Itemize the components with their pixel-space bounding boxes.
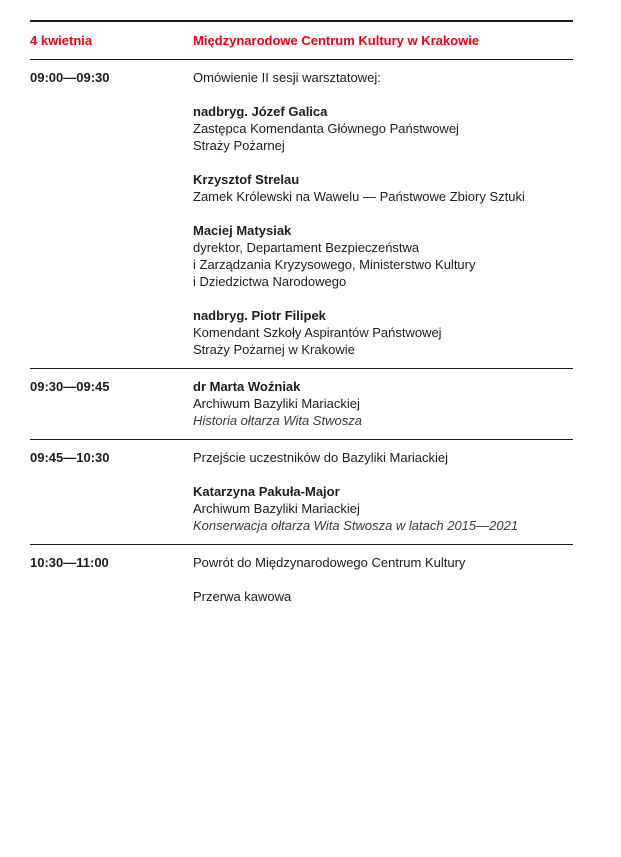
- session-content: [193, 69, 573, 358]
- session-content: [193, 378, 573, 429]
- talk-title: Historia ołtarza Wita Stwosza: [193, 413, 362, 428]
- speaker-name: Krzysztof Strelau: [193, 172, 300, 187]
- speaker-affiliation: i Zarządzania Kryzysowego, Ministerstwo Kultury: [193, 257, 476, 272]
- session-block: [193, 449, 573, 466]
- session-row: [30, 60, 573, 368]
- speaker-affiliation: i Dziedzictwa Narodowego: [193, 274, 347, 289]
- agenda-page: [30, 20, 573, 615]
- speaker-name: Maciej Matysiak: [193, 223, 292, 238]
- speaker-affiliation: Straży Pożarnej w Krakowie: [193, 342, 355, 357]
- session-time: 10:30—11:00: [30, 555, 109, 570]
- speaker-block: [193, 378, 573, 429]
- speaker-block: [193, 103, 573, 154]
- session-note: Przejście uczestników do Bazyliki Mariackiej: [193, 450, 449, 465]
- speaker-affiliation: Zamek Królewski na Wawelu — Państwowe Zbiory Sztuki: [193, 189, 525, 204]
- agenda-header: [30, 22, 573, 59]
- speaker-block: [193, 171, 573, 205]
- header-venue: Międzynarodowe Centrum Kultury w Krakowie: [193, 33, 480, 48]
- speaker-name: nadbryg. Józef Galica: [193, 104, 328, 119]
- session-note: Przerwa kawowa: [193, 589, 292, 604]
- speaker-block: [193, 483, 573, 534]
- speaker-affiliation: dyrektor, Departament Bezpieczeństwa: [193, 240, 420, 255]
- session-block: [193, 69, 573, 86]
- speaker-block: [193, 222, 573, 290]
- speaker-affiliation: Komendant Szkoły Aspirantów Państwowej: [193, 325, 442, 340]
- session-content: [193, 449, 573, 534]
- session-time: 09:00—09:30: [30, 70, 110, 85]
- session-time: 09:30—09:45: [30, 379, 110, 394]
- speaker-name: Katarzyna Pakuła-Major: [193, 484, 340, 499]
- header-date: 4 kwietnia: [30, 33, 93, 48]
- session-row: [30, 440, 573, 544]
- session-note: Omówienie II sesji warsztatowej:: [193, 70, 381, 85]
- speaker-block: [193, 307, 573, 358]
- session-row: [30, 545, 573, 615]
- session-time: 09:45—10:30: [30, 450, 110, 465]
- session-note: Powrót do Międzynarodowego Centrum Kultury: [193, 555, 466, 570]
- speaker-affiliation: Archiwum Bazyliki Mariackiej: [193, 501, 360, 516]
- speaker-affiliation: Archiwum Bazyliki Mariackiej: [193, 396, 360, 411]
- session-content: [193, 554, 573, 605]
- session-row: [30, 369, 573, 439]
- session-block: [193, 588, 573, 605]
- talk-title: Konserwacja ołtarza Wita Stwosza w latach 2015—2021: [193, 518, 519, 533]
- speaker-name: dr Marta Woźniak: [193, 379, 301, 394]
- speaker-affiliation: Zastępca Komendanta Głównego Państwowej: [193, 121, 459, 136]
- session-block: [193, 554, 573, 571]
- speaker-affiliation: Straży Pożarnej: [193, 138, 285, 153]
- speaker-name: nadbryg. Piotr Filipek: [193, 308, 326, 323]
